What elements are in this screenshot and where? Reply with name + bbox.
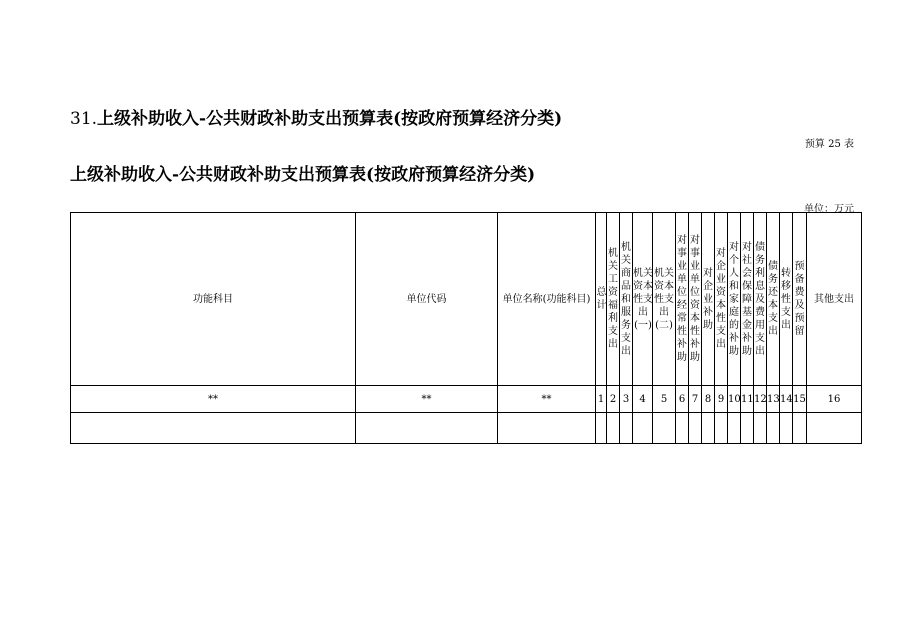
code-cell: 8	[702, 386, 715, 413]
code-cell: 7	[689, 386, 702, 413]
code-cell: 6	[676, 386, 689, 413]
table-number: 预算 25 表	[804, 139, 854, 150]
col-header-15-label: 预备费及预留	[794, 261, 805, 337]
col-header-9-label: 对企业资本性支出	[716, 248, 726, 350]
col-header-8-label: 对企业补助	[703, 267, 713, 331]
unit-label: 单位：万元	[804, 204, 854, 215]
col-header-2-label: 机关工资福利支出	[608, 248, 618, 350]
col-header-function-label: 功能科目	[193, 293, 233, 305]
code-cell: 13	[767, 386, 780, 413]
col-header-5-label: 机关资本性支出(二)	[654, 267, 674, 331]
col-header-14	[780, 213, 793, 386]
col-header-9	[715, 213, 728, 386]
col-header-6-label: 对事业单位经常性补助	[677, 235, 687, 363]
col-header-unit-code-label: 单位代码	[406, 293, 447, 305]
data-cell	[780, 413, 793, 444]
col-header-4	[633, 213, 653, 386]
data-row	[71, 413, 862, 444]
data-cell	[767, 413, 780, 444]
code-cell: 1	[596, 386, 607, 413]
code-cell: 4	[633, 386, 653, 413]
col-header-13-label: 债务还本支出	[768, 261, 778, 337]
col-header-4-label: 机关资本性支出(一)	[633, 267, 653, 331]
data-cell	[633, 413, 653, 444]
code-cell: **	[498, 386, 596, 413]
col-header-unit-name	[498, 213, 596, 386]
code-row	[71, 386, 862, 413]
data-cell	[702, 413, 715, 444]
col-header-unit-name-label: 单位名称(功能科目)	[502, 293, 591, 305]
code-cell: **	[356, 386, 498, 413]
data-cell	[807, 413, 862, 444]
col-header-2	[607, 213, 620, 386]
data-cell	[607, 413, 620, 444]
data-cell	[754, 413, 767, 444]
col-header-12-label: 债务利息及费用支出	[755, 241, 765, 357]
data-cell	[793, 413, 807, 444]
col-header-11	[741, 213, 754, 386]
col-header-1-label: 总计	[596, 287, 607, 311]
col-header-13	[767, 213, 780, 386]
col-header-15	[793, 213, 807, 386]
code-cell: **	[71, 386, 356, 413]
header-row	[71, 213, 862, 386]
data-cell	[741, 413, 754, 444]
col-header-7-label: 对事业单位资本性补助	[690, 235, 700, 363]
col-header-16	[807, 213, 862, 386]
code-cell: 9	[715, 386, 728, 413]
code-cell: 16	[807, 386, 862, 413]
col-header-12	[754, 213, 767, 386]
col-header-6	[676, 213, 689, 386]
col-header-11-label: 对社会保障基金补助	[742, 241, 752, 357]
code-cell: 15	[793, 386, 807, 413]
code-cell: 10	[728, 386, 741, 413]
data-cell	[596, 413, 607, 444]
col-header-8	[702, 213, 715, 386]
col-header-1	[596, 213, 607, 386]
col-header-function	[71, 213, 356, 386]
data-cell	[689, 413, 702, 444]
col-header-unit-code	[356, 213, 498, 386]
col-header-14-label: 转移性支出	[781, 267, 791, 331]
col-header-16-label: 其他支出	[814, 293, 854, 305]
col-header-10-label: 对个人和家庭的补助	[729, 241, 739, 357]
section-title	[70, 104, 562, 129]
section-number: 31.	[70, 109, 98, 129]
section-title-text: 上级补助收入-公共财政补助支出预算表(按政府预算经济分类)	[97, 109, 563, 129]
code-cell: 5	[653, 386, 676, 413]
col-header-3-label: 机关商品和服务支出	[621, 241, 631, 357]
code-cell: 14	[780, 386, 793, 413]
data-cell	[728, 413, 741, 444]
data-cell	[676, 413, 689, 444]
code-cell: 3	[620, 386, 633, 413]
data-cell	[715, 413, 728, 444]
code-cell: 12	[754, 386, 767, 413]
col-header-3	[620, 213, 633, 386]
budget-table	[70, 212, 862, 444]
document-title: 上级补助收入-公共财政补助支出预算表(按政府预算经济分类)	[70, 165, 536, 185]
data-cell	[356, 413, 498, 444]
data-cell	[71, 413, 356, 444]
col-header-5	[653, 213, 676, 386]
col-header-10	[728, 213, 741, 386]
code-cell: 2	[607, 386, 620, 413]
code-cell: 11	[741, 386, 754, 413]
data-cell	[653, 413, 676, 444]
data-cell	[498, 413, 596, 444]
data-cell	[620, 413, 633, 444]
col-header-7	[689, 213, 702, 386]
